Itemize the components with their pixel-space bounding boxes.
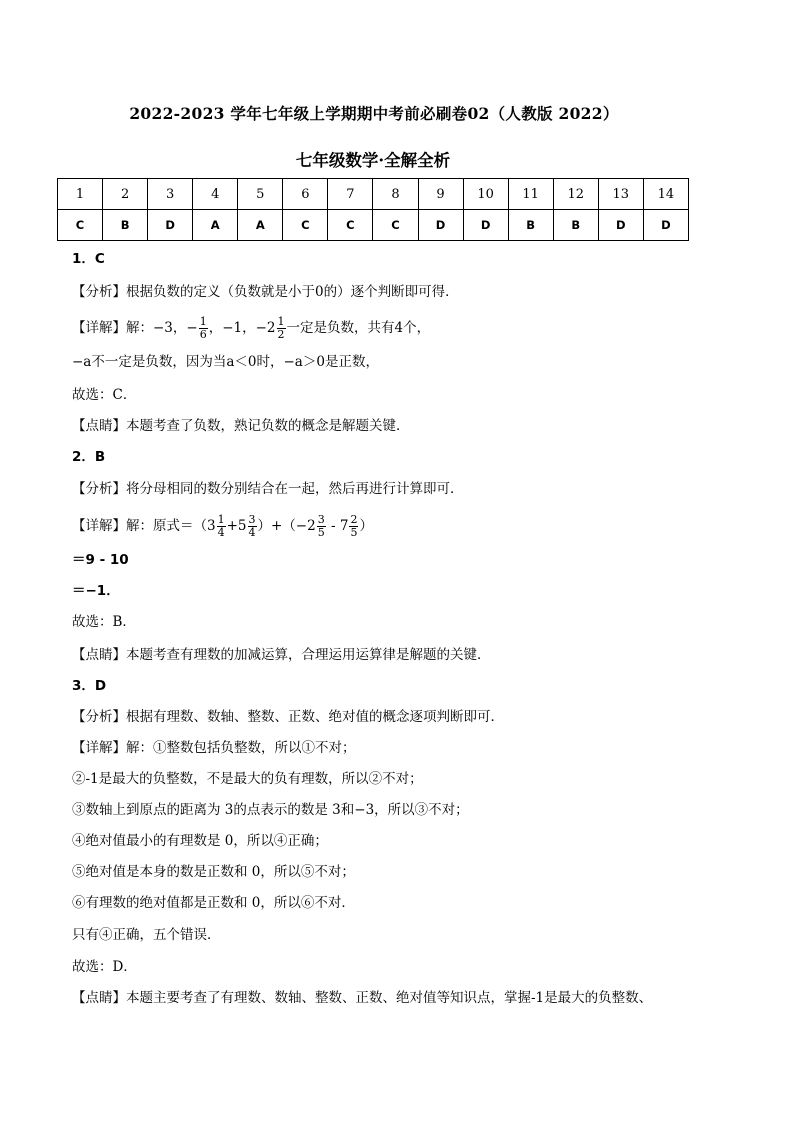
detail-text: 解：原式＝（3	[126, 518, 216, 534]
q3-item-2: ②-1是最大的负整数，不是最大的负有理数，所以②不对；	[72, 771, 423, 787]
q3-item-6: ⑥有理数的绝对值都是正数和 0，所以⑥不对．	[72, 895, 355, 911]
fraction-numerator: 3	[248, 513, 256, 526]
q1-detail-line2: −a不一定是负数，因为当a＜0时，−a＞0是正数，	[72, 354, 379, 370]
page-subtitle: 七年级数学·全解全析	[295, 151, 451, 170]
answer-letter: A	[193, 210, 238, 241]
q1-choose: 故选：C．	[72, 387, 137, 403]
answer-number: 2	[103, 179, 148, 210]
fraction-numerator: 2	[350, 513, 358, 526]
fraction	[349, 514, 358, 539]
q2-choose: 故选：B．	[72, 614, 136, 630]
answer-number: 11	[508, 179, 553, 210]
q3-summary: 只有④正确，五个错误．	[72, 927, 221, 943]
answer-letter: D	[463, 210, 508, 241]
q1-comment	[72, 417, 410, 435]
answer-letter: C	[373, 210, 418, 241]
detail-tag: 【详解】	[72, 740, 126, 756]
analysis-tag: 【分析】	[72, 284, 126, 300]
fraction-denominator: 2	[277, 328, 285, 341]
fraction-denominator: 6	[199, 328, 207, 341]
answer-number: 8	[373, 179, 418, 210]
answer-number: 14	[643, 179, 688, 210]
fraction-denominator: 4	[217, 526, 225, 539]
answer-table	[57, 178, 689, 241]
answer-letter: C	[58, 210, 103, 241]
fraction	[248, 514, 257, 539]
fraction-numerator: 3	[317, 513, 325, 526]
q3-detail	[72, 739, 356, 757]
detail-text: +5	[226, 518, 247, 534]
answer-letter: C	[283, 210, 328, 241]
comment-tag: 【点睛】	[72, 647, 126, 663]
fraction	[199, 316, 208, 341]
answer-number: 12	[553, 179, 598, 210]
analysis-text: 根据有理数、数轴、整数、正数、绝对值的概念逐项判断即可．	[126, 709, 504, 725]
answer-number: 7	[328, 179, 373, 210]
q2-step1: ＝9 - 10	[72, 552, 129, 568]
comment-tag: 【点睛】	[72, 990, 126, 1006]
comment-tag: 【点睛】	[72, 418, 126, 434]
q2-detail	[72, 514, 373, 539]
analysis-text: 根据负数的定义（负数就是小于0的）逐个判断即可得．	[126, 284, 459, 300]
q2-comment	[72, 646, 491, 664]
answer-number: 4	[193, 179, 238, 210]
q3-heading: 3．D	[72, 678, 107, 694]
answer-number: 3	[148, 179, 193, 210]
fraction-denominator: 5	[317, 526, 325, 539]
q3-comment	[72, 989, 652, 1007]
answer-number: 1	[58, 179, 103, 210]
fraction-numerator: 1	[277, 315, 285, 328]
answer-number: 5	[238, 179, 283, 210]
answer-number: 13	[598, 179, 643, 210]
q1-heading: 1．C	[72, 251, 105, 267]
q3-item-3: ③数轴上到原点的距离为 3的点表示的数是 3和−3，所以③不对；	[72, 802, 469, 818]
q1-analysis	[72, 283, 459, 301]
answer-letter: C	[328, 210, 373, 241]
comment-text: 本题考查了负数，熟记负数的概念是解题关键．	[126, 418, 410, 434]
detail-text: ）+（−2	[257, 518, 316, 534]
q2-heading: 2．B	[72, 449, 106, 465]
fraction-denominator: 4	[248, 526, 256, 539]
answer-letter: D	[418, 210, 463, 241]
answer-number: 6	[283, 179, 328, 210]
detail-text: 解：−3，−	[126, 320, 198, 336]
comment-text: 本题主要考查了有理数、数轴、整数、正数、绝对值等知识点，掌握-1是最大的负整数、	[126, 990, 653, 1006]
answer-letter: D	[598, 210, 643, 241]
answer-table-number-row	[58, 179, 689, 210]
fraction	[317, 514, 326, 539]
q1-detail	[72, 316, 430, 341]
analysis-tag: 【分析】	[72, 709, 126, 725]
answer-table-letter-row	[58, 210, 689, 241]
detail-text: ）	[359, 518, 373, 534]
q2-step2: ＝−1．	[72, 583, 120, 599]
answer-letter: B	[553, 210, 598, 241]
q2-analysis	[72, 480, 464, 498]
detail-text: - 7	[326, 518, 349, 534]
fraction	[277, 316, 286, 341]
answer-letter: B	[103, 210, 148, 241]
q3-analysis	[72, 708, 504, 726]
analysis-tag: 【分析】	[72, 481, 126, 497]
detail-text: 一定是负数，共有4个，	[286, 320, 431, 336]
q3-choose: 故选：D．	[72, 959, 137, 975]
analysis-text: 将分母相同的数分别结合在一起，然后再进行计算即可．	[126, 481, 464, 497]
detail-text: ，−1，−2	[208, 320, 276, 336]
detail-tag: 【详解】	[72, 320, 126, 336]
answer-letter: A	[238, 210, 283, 241]
page-title: 2022-2023 学年七年级上学期期中考前必刷卷02（人教版 2022）	[129, 104, 619, 123]
comment-text: 本题考查有理数的加减运算，合理运用运算律是解题的关键．	[126, 647, 491, 663]
answer-letter: D	[148, 210, 193, 241]
fraction-numerator: 1	[199, 315, 207, 328]
q3-item-5: ⑤绝对值是本身的数是正数和 0，所以⑤不对；	[72, 864, 355, 880]
fraction	[217, 514, 226, 539]
answer-number: 9	[418, 179, 463, 210]
detail-text: 解：①整数包括负整数，所以①不对；	[126, 740, 356, 756]
fraction-denominator: 5	[350, 526, 358, 539]
q3-item-4: ④绝对值最小的有理数是 0，所以④正确；	[72, 833, 328, 849]
answer-number: 10	[463, 179, 508, 210]
fraction-numerator: 1	[217, 513, 225, 526]
answer-letter: D	[643, 210, 688, 241]
detail-tag: 【详解】	[72, 518, 126, 534]
answer-letter: B	[508, 210, 553, 241]
